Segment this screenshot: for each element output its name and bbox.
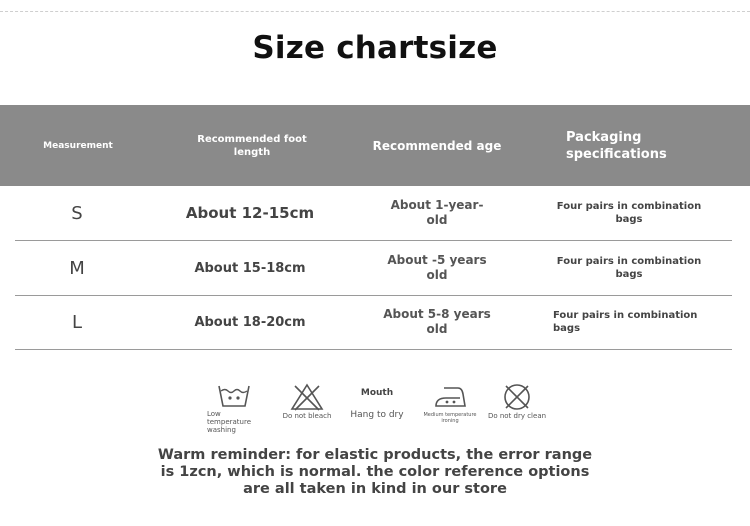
size-cell: S <box>71 202 83 224</box>
no-dry-clean-icon <box>499 382 535 412</box>
table-header <box>0 105 750 186</box>
age-cell: About 1-year-old <box>390 198 484 227</box>
packaging-cell: Four pairs in combination bags <box>553 310 698 334</box>
header-age: Recommended age <box>372 138 502 153</box>
table-row <box>15 295 732 350</box>
age-cell: About 5-8 years old <box>383 307 491 336</box>
do-not-bleach: Do not bleach <box>276 382 338 420</box>
foot-length-cell: About 15-18cm <box>194 260 306 276</box>
top-divider <box>0 11 750 12</box>
foot-length-cell: About 12-15cm <box>185 204 315 222</box>
do-not-dry-clean: Do not dry clean <box>484 382 550 420</box>
table-row <box>15 186 732 241</box>
hang-to-dry: Mouth Hang to dry <box>350 388 404 420</box>
header-packaging: Packaging specifications <box>566 129 667 162</box>
warm-reminder: Warm reminder: for elastic products, the error range is 1zcn, which is normal. the color reference options are all taken in kind in our store <box>157 447 593 497</box>
size-cell: L <box>71 311 83 333</box>
table-row <box>15 241 732 296</box>
medium-temp-ironing: Medium temperature ironing <box>420 382 480 424</box>
no-bleach-icon <box>289 382 325 412</box>
packaging-cell: Four pairs in combination bags <box>556 201 702 225</box>
wash-tub-icon <box>216 382 252 410</box>
page-title: Size chartsize <box>252 30 498 66</box>
low-temp-washing: Low temperature washing <box>204 382 264 434</box>
packaging-cell: Four pairs in combination bags <box>556 256 702 280</box>
header-measurement: Measurement <box>43 140 113 151</box>
age-cell: About -5 years old <box>387 253 487 282</box>
iron-icon <box>432 382 468 412</box>
header-foot-length: Recommended foot length <box>197 133 307 158</box>
size-cell: M <box>69 257 85 279</box>
foot-length-cell: About 18-20cm <box>194 314 306 330</box>
